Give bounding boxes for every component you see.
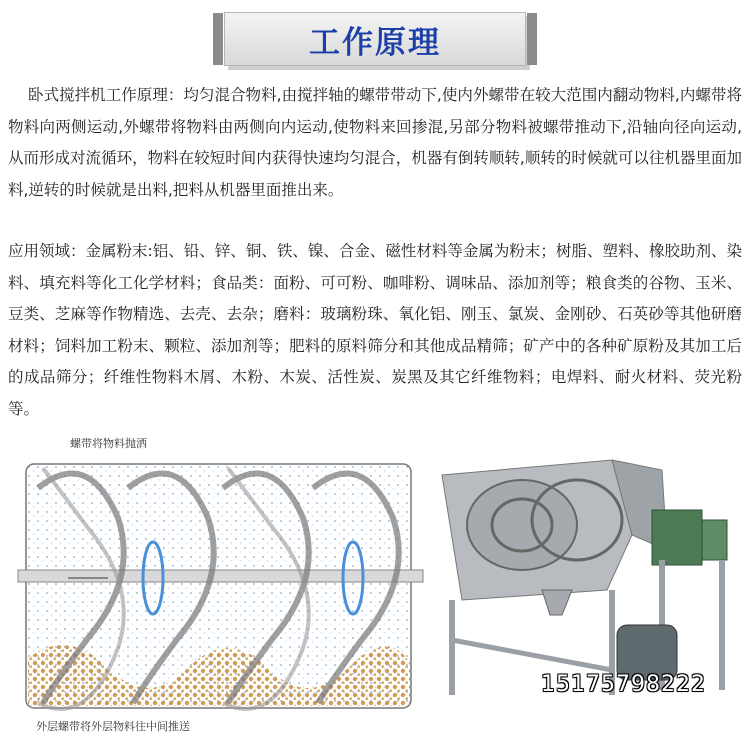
title-banner [224, 12, 526, 66]
paragraph1-text: 卧式搅拌机工作原理：均匀混合物料,由搅拌轴的螺带带动下,使内外螺带在较大范围内翻动物料,内螺带将物料向两侧运动,外螺带将物料由两侧向内运动,使物料来回掺混,另部分物料被螺带推动下,沿轴向径向运动,从而形成对流循环，物料在较短时间内获得快速均匀混合，机器有倒转顺转,顺转的时候就可以往机器里面加料,逆转的时候就是出料,把料从机器里面推出来。 [8, 86, 742, 199]
page-title: 工作原理 [309, 24, 441, 61]
title-banner-left-cap [213, 13, 223, 65]
contact-phone: 15175798222 [541, 672, 706, 697]
paragraph2-text: 应用领域：金属粉末:铝、铅、锌、铜、铁、镍、合金、磁性材料等金属为粉末；树脂、塑料、橡胶助剂、染料、填充料等化工化学材料；食品类：面粉、可可粉、咖啡粉、调味品、添加剂等；粮食类的谷物、玉米、豆类、芝麻等作物精选、去壳、去杂；磨料：玻璃粉珠、氧化铝、刚玉、氯炭、金刚砂、石英砂等其他研磨材料；饲料加工粉末、颗粒、添加剂等；肥料的原料筛分和其他成品精筛；矿产中的各种矿原粉及其加工后的成品筛分；纤维性物料木屑、木粉、木炭、活性炭、炭黑及其它纤维物料；电焊料、耐火材料、荧光粉等。 [8, 242, 742, 418]
ribbon-mixer-photo [432, 440, 748, 708]
working-principle-paragraph [8, 80, 742, 206]
diagram-top-label: 螺带将物料抛洒 [70, 437, 147, 450]
diagram-bottom-label: 外层螺带将外层物料往中间推送 [36, 720, 190, 733]
title-banner-right-cap [527, 13, 537, 65]
ribbon-mixer-diagram [8, 428, 431, 740]
application-paragraph [8, 236, 742, 425]
